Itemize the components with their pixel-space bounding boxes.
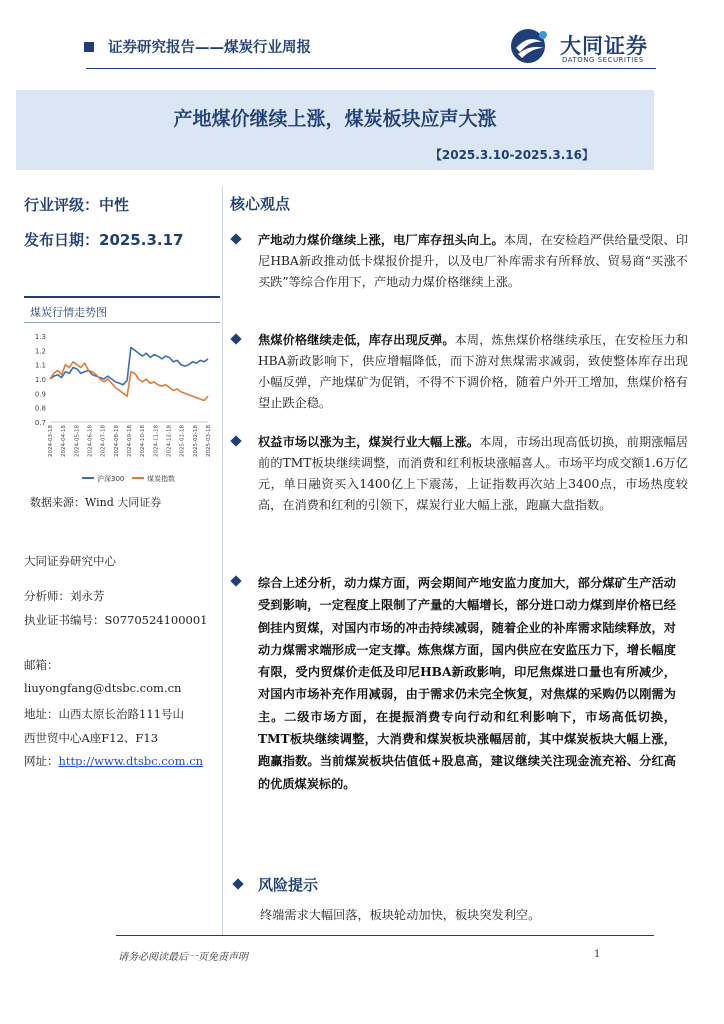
point-coking-coal [258,330,688,414]
chart-title: 煤炭行情走势图 [30,306,107,319]
chart-plot [24,326,220,492]
company-logo [508,26,688,70]
y-tick-label: 0.8 [34,404,46,413]
x-tick-label: 2024-08-18 [113,425,120,457]
market-trend-chart [24,296,220,518]
header-divider [86,68,656,69]
summary-text: 综合上述分析，动力煤方面，两会期间产地安监力度加大，部分煤矿生产活动受到影响，一定程度上限制了产量的大幅增长，部分进口动力煤到岸价格已经倒挂内贸煤，对国内市场的冲击持续减弱，随着企业的补库需求陆续释放，对动力煤需求端形成一定支撑。炼焦煤方面，国内供应在安监压力下，增长幅度有限，受内贸煤价走低及印尼HBA新政影响，印尼焦煤进口量也有所减少，对国内市场补充作用减弱，由于需求仍未完全恢复，对焦煤的采购仍以刚需为主。二级市场方面，在提振消费专向行动和红利影响下，市场高低切换，TMT板块继续调整，大消费和煤炭板块涨幅居前，其中煤炭板块大幅上涨，跑赢指数。当前煤炭板块估值低+股息高，建议继续关注现金流充裕、分红高的优质煤炭标的。 [258,576,676,791]
website-link[interactable]: http://www.dtsbc.com.cn [58,754,204,768]
chart-title-divider [24,322,220,323]
x-tick-label: 2024-10-18 [140,425,147,457]
address-line-2: 西世贸中心A座F12、F13 [24,731,159,745]
logo-emblem-icon [508,26,554,66]
publish-date: 发布日期：2025.3.17 [24,231,184,249]
point-equity-market [258,432,688,516]
disclaimer-note: 请务必阅读最后一页免责声明 [118,952,248,963]
point-body: 本周，炼焦煤价格继续承压，在安检压力和HBA新政影响下，供应增幅降低，而下游对焦煤需求减弱，致使整体库存出现小幅反弹，产地煤矿为促销，不得不下调价格，随着户外开工增加，焦煤价格有望止跌企稳。 [258,333,689,410]
website-row [24,753,203,769]
y-tick-label: 1.1 [34,361,46,370]
email-address: liuyongfang@dtsbc.com.cn [24,681,182,695]
legend-label: 沪深300 [97,475,125,483]
point-headline: 产地动力煤价继续上涨，电厂库存扭头向上。 [258,233,504,247]
point-thermal-coal [258,230,688,293]
logo-en-text: DATONG SECURITIES [562,56,644,64]
y-tick-label: 0.7 [34,419,46,427]
x-tick-label: 2024-07-18 [100,425,107,457]
report-title: 产地煤价继续上涨，煤炭板块应声大涨 [173,108,497,130]
page-number: 1 [594,949,601,960]
footer-divider [116,935,654,936]
risk-heading [258,874,318,895]
analyst-name: 分析师：刘永芳 [24,589,105,603]
header-marker [84,42,94,52]
point-body: 本周，在安检趋严供给量受限、印尼HBA新政推动低卡煤报价提升，以及电厂补库需求有所释放、贸易商“买涨不买跌”等综合作用下，产地动力煤价格继续上涨。 [258,233,689,289]
license-number: 执业证书编号：S0770524100001 [24,613,208,627]
point-headline: 焦煤价格继续走低，库存出现反弹。 [258,333,455,347]
risk-text: 终端需求大幅回落，板块轮动加快，板块突发利空。 [260,908,541,922]
x-tick-label: 2024-04-18 [61,425,68,457]
x-tick-label: 2025-03-18 [206,425,212,457]
y-tick-label: 1.0 [34,376,46,384]
research-center: 大同证券研究中心 [24,554,116,568]
industry-rating: 行业评级：中性 [24,196,130,214]
y-tick-label: 0.9 [34,390,46,399]
y-tick-label: 1.2 [34,347,46,356]
website-label: 网址： [24,754,59,768]
core-views-heading: 核心观点 [230,195,291,213]
x-tick-label: 2024-05-18 [74,425,81,457]
logo-cn-text: 大同证券 [560,34,648,58]
y-tick-label: 1.3 [34,333,46,341]
risk-heading-text: 风险提示 [258,876,319,894]
legend-label: 煤炭指数 [147,475,175,483]
x-tick-label: 2024-12-18 [166,425,173,457]
x-tick-label: 2025-01-18 [179,425,186,457]
report-type-title: 证券研究报告——煤炭行业周报 [108,40,311,56]
summary-paragraph [258,572,676,795]
x-tick-label: 2024-11-18 [153,425,160,457]
x-tick-label: 2024-03-18 [48,425,54,457]
report-date-range: 【2025.3.10-2025.3.16】 [429,148,594,162]
x-tick-label: 2024-06-18 [87,425,94,457]
data-source: 数据来源：Wind 大同证券 [30,496,162,509]
address-line-1: 地址：山西太原长治路111号山 [24,707,184,721]
point-headline: 权益市场以涨为主，煤炭行业大幅上涨。 [258,435,480,449]
x-tick-label: 2024-09-18 [127,425,133,457]
point-body: 本周，市场出现高低切换，前期涨幅居前的TMT板块继续调整，而消费和红利板块涨幅喜人。市场平均成交额1.6万亿元，单日融资买入1400亿上下震荡，上证指数再次站上3400点，市场热度较高，在消费和红利的引领下，煤炭行业大幅上涨，跑赢大盘指数。 [258,435,689,512]
x-tick-label: 2025-02-18 [192,425,199,457]
title-banner [16,90,654,170]
email-label: 邮箱： [24,658,59,672]
column-divider [222,186,223,936]
